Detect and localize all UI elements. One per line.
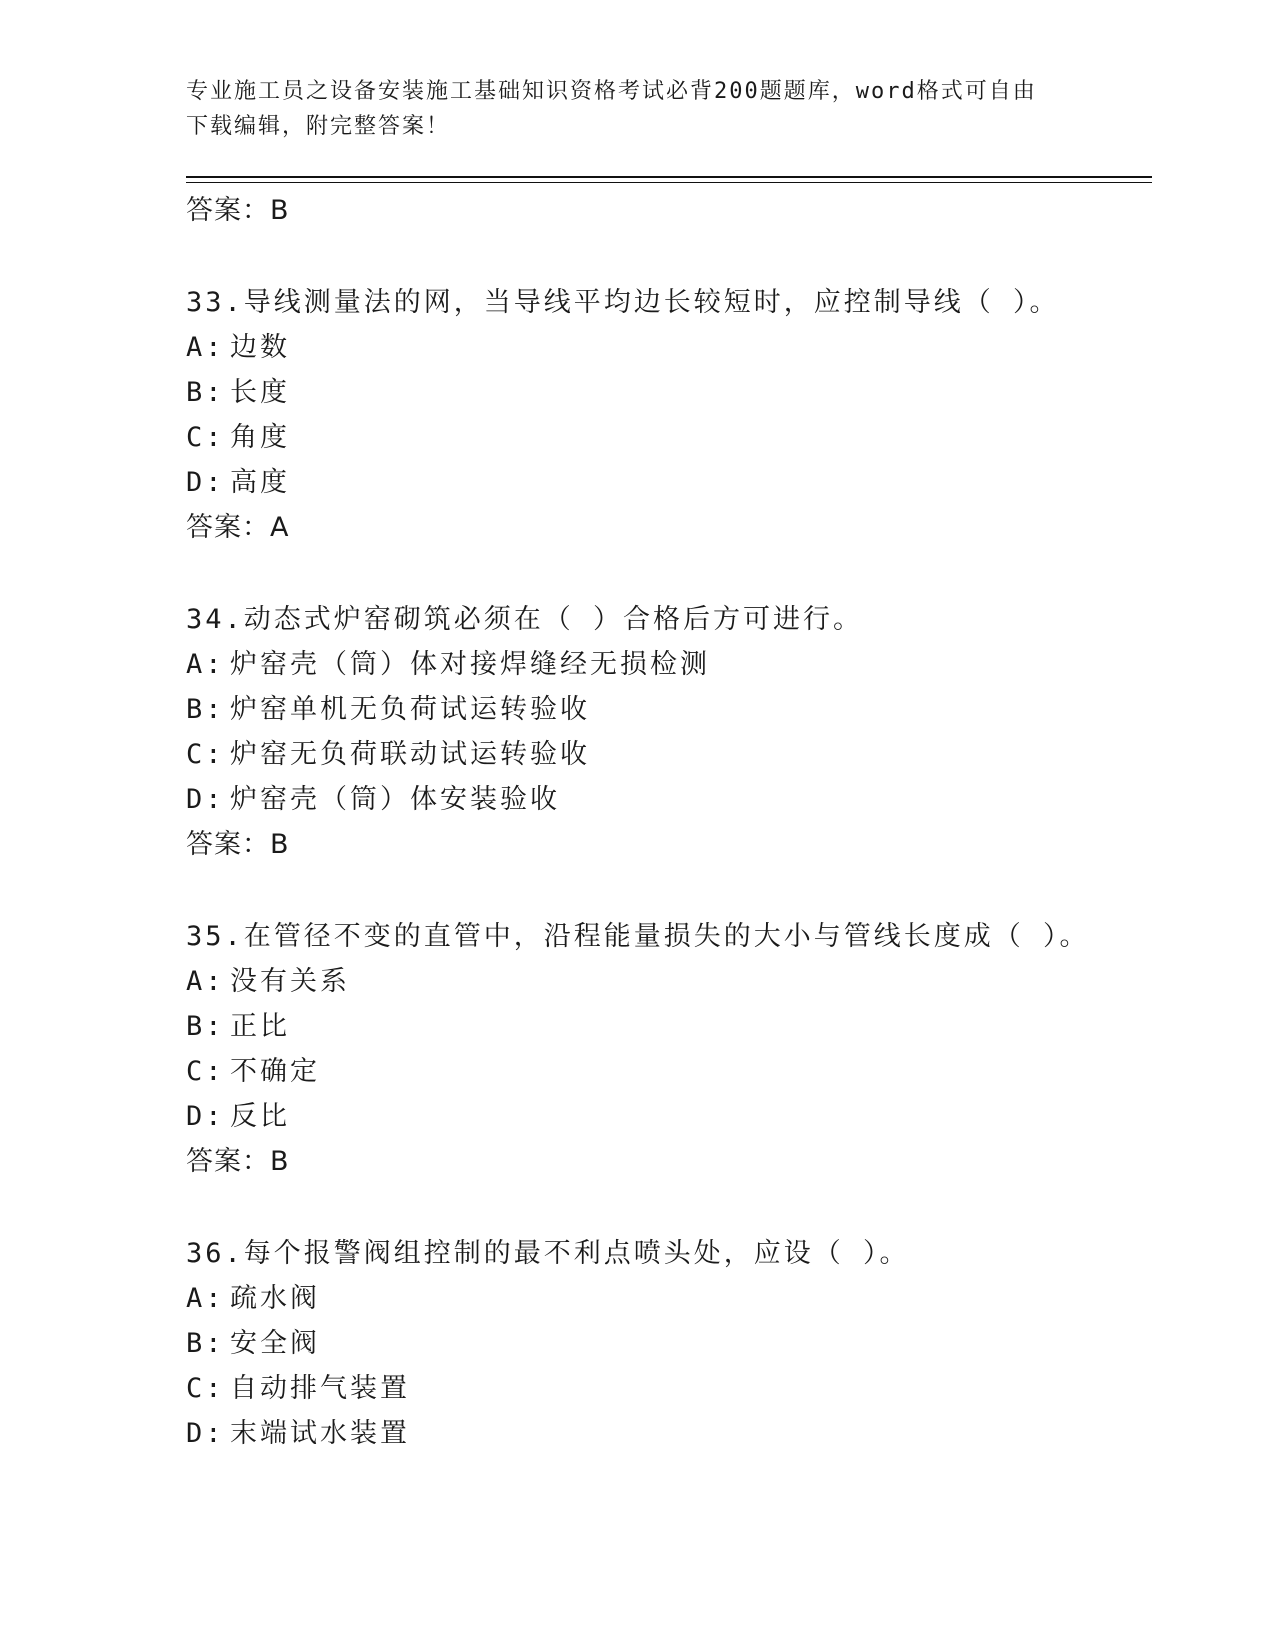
option-key: D: bbox=[186, 467, 225, 498]
option-text: 没有关系 bbox=[230, 966, 350, 997]
header-line-2: 下载编辑，附完整答案！ bbox=[186, 114, 451, 139]
question-block bbox=[186, 597, 1152, 868]
option-key: C: bbox=[186, 422, 225, 453]
option-text: 末端试水装置 bbox=[230, 1418, 410, 1449]
answer-line: 答案：A bbox=[186, 512, 290, 543]
previous-answer: 答案：B bbox=[186, 195, 290, 226]
option-text: 炉窑壳（筒）体对接焊缝经无损检测 bbox=[230, 649, 710, 680]
option-a bbox=[186, 959, 1152, 1004]
header-line-1: 专业施工员之设备安装施工基础知识资格考试必背200题题库，word格式可自由 bbox=[186, 79, 1037, 104]
option-c bbox=[186, 415, 1152, 460]
question-block bbox=[186, 914, 1152, 1185]
option-text: 安全阀 bbox=[230, 1328, 320, 1359]
option-text: 自动排气装置 bbox=[230, 1373, 410, 1404]
option-text: 边数 bbox=[230, 332, 290, 363]
option-key: B: bbox=[186, 1328, 225, 1359]
question-stem: 35.在管径不变的直管中，沿程能量损失的大小与管线长度成（ ）。 bbox=[186, 921, 1090, 952]
question-block bbox=[186, 1231, 1152, 1456]
option-key: A: bbox=[186, 966, 225, 997]
option-a bbox=[186, 325, 1152, 370]
option-text: 角度 bbox=[230, 422, 290, 453]
option-text: 疏水阀 bbox=[230, 1283, 320, 1314]
answer-line: 答案：B bbox=[186, 1146, 290, 1177]
option-text: 不确定 bbox=[230, 1056, 320, 1087]
option-key: A: bbox=[186, 1283, 225, 1314]
option-text: 炉窑无负荷联动试运转验收 bbox=[230, 739, 590, 770]
option-key: B: bbox=[186, 377, 225, 408]
option-key: D: bbox=[186, 784, 225, 815]
option-key: C: bbox=[186, 1373, 225, 1404]
option-key: C: bbox=[186, 739, 225, 770]
question-block bbox=[186, 280, 1152, 551]
option-key: B: bbox=[186, 694, 225, 725]
option-text: 炉窑单机无负荷试运转验收 bbox=[230, 694, 590, 725]
option-b bbox=[186, 1321, 1152, 1366]
option-text: 正比 bbox=[230, 1011, 290, 1042]
option-d bbox=[186, 1094, 1152, 1139]
option-text: 炉窑壳（筒）体安装验收 bbox=[230, 784, 560, 815]
option-b bbox=[186, 1004, 1152, 1049]
option-key: D: bbox=[186, 1101, 225, 1132]
question-stem: 36.每个报警阀组控制的最不利点喷头处，应设（ ）。 bbox=[186, 1238, 910, 1269]
answer-line: 答案：B bbox=[186, 829, 290, 860]
question-list bbox=[186, 188, 1152, 1456]
option-text: 反比 bbox=[230, 1101, 290, 1132]
option-key: B: bbox=[186, 1011, 225, 1042]
option-c bbox=[186, 732, 1152, 777]
option-b bbox=[186, 370, 1152, 415]
question-stem: 33.导线测量法的网，当导线平均边长较短时，应控制导线（ ）。 bbox=[186, 287, 1060, 318]
option-text: 长度 bbox=[230, 377, 290, 408]
option-c bbox=[186, 1049, 1152, 1094]
option-a bbox=[186, 642, 1152, 687]
option-b bbox=[186, 687, 1152, 732]
document-header bbox=[186, 74, 1066, 144]
option-d bbox=[186, 460, 1152, 505]
header-rule-thin bbox=[186, 182, 1152, 183]
question-stem: 34.动态式炉窑砌筑必须在（ ）合格后方可进行。 bbox=[186, 604, 864, 635]
option-text: 高度 bbox=[230, 467, 290, 498]
option-key: D: bbox=[186, 1418, 225, 1449]
option-c bbox=[186, 1366, 1152, 1411]
option-key: A: bbox=[186, 649, 225, 680]
header-rule-thick bbox=[186, 176, 1152, 178]
option-d bbox=[186, 1411, 1152, 1456]
option-key: C: bbox=[186, 1056, 225, 1087]
option-a bbox=[186, 1276, 1152, 1321]
option-d bbox=[186, 777, 1152, 822]
option-key: A: bbox=[186, 332, 225, 363]
